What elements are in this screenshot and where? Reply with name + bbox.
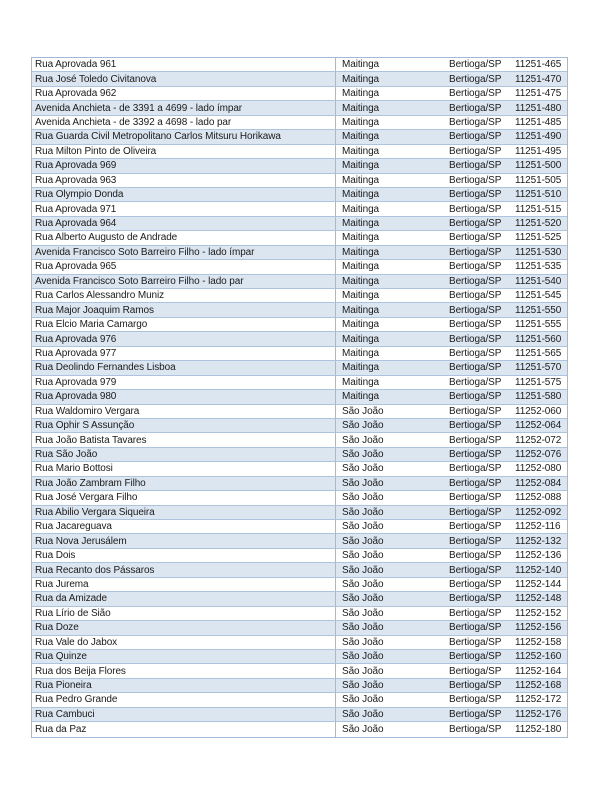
- cep-cell: 11252-064: [515, 420, 562, 432]
- city-cell: Bertioga/SP: [449, 102, 502, 114]
- city-cell: Bertioga/SP: [449, 174, 502, 186]
- city-cell: Bertioga/SP: [449, 578, 502, 590]
- table-row: [32, 506, 567, 520]
- table-row: [32, 116, 567, 130]
- street-cell: Rua da Amizade: [32, 592, 336, 605]
- cep-cell: 11252-140: [515, 564, 562, 576]
- district-cell: Maitinga: [342, 275, 379, 287]
- district-cell: Maitinga: [342, 376, 379, 388]
- street-cell: Rua Aprovada 961: [32, 58, 336, 71]
- table-row: [32, 405, 567, 419]
- district-cell: São João: [342, 564, 384, 576]
- cep-cell: 11252-176: [515, 708, 562, 720]
- district-cell: São João: [342, 477, 384, 489]
- table-row: [32, 491, 567, 505]
- street-cell: Rua Pioneira: [32, 679, 336, 692]
- street-cell: Rua Jurema: [32, 578, 336, 591]
- table-row: [32, 578, 567, 592]
- street-cell: Rua dos Beija Flores: [32, 664, 336, 677]
- city-cell: Bertioga/SP: [449, 203, 502, 215]
- district-cell: Maitinga: [342, 362, 379, 374]
- table-row: [32, 58, 567, 72]
- street-cell: Rua Vale do Jabox: [32, 636, 336, 649]
- cep-cell: 11251-535: [515, 261, 562, 273]
- table-row: [32, 592, 567, 606]
- city-cell: Bertioga/SP: [449, 680, 502, 692]
- city-cell: Bertioga/SP: [449, 73, 502, 85]
- table-row: [32, 462, 567, 476]
- street-cell: Rua Aprovada 977: [32, 347, 336, 360]
- district-cell: São João: [342, 622, 384, 634]
- cep-cell: 11252-172: [515, 694, 562, 706]
- cep-cell: 11251-560: [515, 333, 562, 345]
- street-cell: Avenida Anchieta - de 3392 a 4698 - lado par: [32, 116, 336, 129]
- street-cell: Rua Aprovada 980: [32, 390, 336, 403]
- table-row: [32, 664, 567, 678]
- district-cell: Maitinga: [342, 347, 379, 359]
- cep-cell: 11252-072: [515, 434, 562, 446]
- table-row: [32, 708, 567, 722]
- city-cell: Bertioga/SP: [449, 708, 502, 720]
- cep-cell: 11251-555: [515, 319, 562, 331]
- table-row: [32, 174, 567, 188]
- cep-cell: 11251-505: [515, 174, 562, 186]
- district-cell: Maitinga: [342, 391, 379, 403]
- cep-cell: 11251-530: [515, 246, 562, 258]
- district-cell: Maitinga: [342, 189, 379, 201]
- district-cell: Maitinga: [342, 174, 379, 186]
- street-cell: Rua Deolindo Fernandes Lisboa: [32, 361, 336, 374]
- district-cell: Maitinga: [342, 88, 379, 100]
- district-cell: Maitinga: [342, 246, 379, 258]
- street-cell: Rua João Batista Tavares: [32, 433, 336, 446]
- table-row: [32, 202, 567, 216]
- table-row: [32, 289, 567, 303]
- district-cell: São João: [342, 492, 384, 504]
- table-row: [32, 130, 567, 144]
- street-cell: Rua Abilio Vergara Siqueira: [32, 506, 336, 519]
- cep-cell: 11252-132: [515, 535, 562, 547]
- street-cell: Rua Milton Pinto de Oliveira: [32, 145, 336, 158]
- district-cell: São João: [342, 593, 384, 605]
- table-row: [32, 159, 567, 173]
- district-cell: São João: [342, 463, 384, 475]
- cep-cell: 11252-144: [515, 578, 562, 590]
- city-cell: Bertioga/SP: [449, 694, 502, 706]
- cep-cell: 11251-510: [515, 189, 562, 201]
- table-row: [32, 217, 567, 231]
- district-cell: Maitinga: [342, 73, 379, 85]
- city-cell: Bertioga/SP: [449, 347, 502, 359]
- table-row: [32, 332, 567, 346]
- district-cell: São João: [342, 665, 384, 677]
- street-cell: Rua Aprovada 976: [32, 332, 336, 345]
- district-cell: São João: [342, 723, 384, 735]
- cep-cell: 11252-160: [515, 651, 562, 663]
- city-cell: Bertioga/SP: [449, 607, 502, 619]
- table-row: [32, 419, 567, 433]
- city-cell: Bertioga/SP: [449, 232, 502, 244]
- table-row: [32, 87, 567, 101]
- table-row: [32, 188, 567, 202]
- cep-cell: 11252-076: [515, 449, 562, 461]
- street-cell: Rua Lírio de Sião: [32, 607, 336, 620]
- cep-cell: 11252-168: [515, 680, 562, 692]
- cep-cell: 11252-060: [515, 405, 562, 417]
- district-cell: São João: [342, 694, 384, 706]
- street-cell: Rua Aprovada 963: [32, 174, 336, 187]
- cep-cell: 11251-475: [515, 88, 562, 100]
- cep-cell: 11251-540: [515, 275, 562, 287]
- cep-cell: 11252-158: [515, 636, 562, 648]
- cep-cell: 11252-136: [515, 550, 562, 562]
- table-row: [32, 650, 567, 664]
- table-row: [32, 376, 567, 390]
- cep-cell: 11251-520: [515, 218, 562, 230]
- city-cell: Bertioga/SP: [449, 189, 502, 201]
- city-cell: Bertioga/SP: [449, 116, 502, 128]
- street-cell: Avenida Francisco Soto Barreiro Filho - lado par: [32, 275, 336, 288]
- district-cell: São João: [342, 708, 384, 720]
- district-cell: Maitinga: [342, 59, 379, 71]
- district-cell: Maitinga: [342, 116, 379, 128]
- district-cell: São João: [342, 535, 384, 547]
- cep-cell: 11251-470: [515, 73, 562, 85]
- city-cell: Bertioga/SP: [449, 434, 502, 446]
- cep-cell: 11251-545: [515, 290, 562, 302]
- street-cell: Rua Pedro Grande: [32, 693, 336, 706]
- district-cell: Maitinga: [342, 131, 379, 143]
- district-cell: São João: [342, 405, 384, 417]
- street-cell: Rua Mario Bottosi: [32, 462, 336, 475]
- cep-cell: 11251-525: [515, 232, 562, 244]
- district-cell: Maitinga: [342, 145, 379, 157]
- city-cell: Bertioga/SP: [449, 405, 502, 417]
- street-cell: Rua Cambuci: [32, 708, 336, 721]
- cep-cell: 11251-465: [515, 59, 562, 71]
- city-cell: Bertioga/SP: [449, 376, 502, 388]
- district-cell: São João: [342, 434, 384, 446]
- table-row: [32, 246, 567, 260]
- street-cell: Rua José Toledo Civitanova: [32, 72, 336, 85]
- cep-cell: 11252-092: [515, 506, 562, 518]
- street-cell: Rua Major Joaquim Ramos: [32, 303, 336, 316]
- city-cell: Bertioga/SP: [449, 449, 502, 461]
- city-cell: Bertioga/SP: [449, 665, 502, 677]
- cep-cell: 11251-480: [515, 102, 562, 114]
- city-cell: Bertioga/SP: [449, 261, 502, 273]
- city-cell: Bertioga/SP: [449, 521, 502, 533]
- cep-cell: 11251-500: [515, 160, 562, 172]
- city-cell: Bertioga/SP: [449, 420, 502, 432]
- district-cell: São João: [342, 651, 384, 663]
- cep-table: [31, 57, 568, 738]
- table-row: [32, 636, 567, 650]
- cep-cell: 11252-152: [515, 607, 562, 619]
- street-cell: Rua Guarda Civil Metropolitano Carlos Mitsuru Horikawa: [32, 130, 336, 143]
- street-cell: Rua Waldomiro Vergara: [32, 405, 336, 418]
- cep-cell: 11252-088: [515, 492, 562, 504]
- table-row: [32, 549, 567, 563]
- district-cell: São João: [342, 506, 384, 518]
- city-cell: Bertioga/SP: [449, 88, 502, 100]
- street-cell: Rua Aprovada 969: [32, 159, 336, 172]
- district-cell: São João: [342, 449, 384, 461]
- cep-cell: 11251-550: [515, 304, 562, 316]
- city-cell: Bertioga/SP: [449, 506, 502, 518]
- table-row: [32, 679, 567, 693]
- table-row: [32, 693, 567, 707]
- street-cell: Rua São João: [32, 448, 336, 461]
- city-cell: Bertioga/SP: [449, 145, 502, 157]
- street-cell: Rua Elcio Maria Camargo: [32, 318, 336, 331]
- table-row: [32, 607, 567, 621]
- street-cell: Rua da Paz: [32, 722, 336, 736]
- cep-cell: 11251-570: [515, 362, 562, 374]
- city-cell: Bertioga/SP: [449, 362, 502, 374]
- cep-cell: 11252-084: [515, 477, 562, 489]
- district-cell: São João: [342, 578, 384, 590]
- district-cell: Maitinga: [342, 102, 379, 114]
- street-cell: Rua Aprovada 964: [32, 217, 336, 230]
- street-cell: Rua Alberto Augusto de Andrade: [32, 231, 336, 244]
- street-cell: Rua Olympio Donda: [32, 188, 336, 201]
- table-row: [32, 72, 567, 86]
- table-row: [32, 303, 567, 317]
- table-row: [32, 563, 567, 577]
- city-cell: Bertioga/SP: [449, 492, 502, 504]
- city-cell: Bertioga/SP: [449, 304, 502, 316]
- city-cell: Bertioga/SP: [449, 723, 502, 735]
- table-row: [32, 433, 567, 447]
- street-cell: Rua José Vergara Filho: [32, 491, 336, 504]
- city-cell: Bertioga/SP: [449, 131, 502, 143]
- table-row: [32, 390, 567, 404]
- city-cell: Bertioga/SP: [449, 218, 502, 230]
- street-cell: Rua Carlos Alessandro Muniz: [32, 289, 336, 302]
- district-cell: Maitinga: [342, 333, 379, 345]
- cep-cell: 11251-565: [515, 347, 562, 359]
- city-cell: Bertioga/SP: [449, 391, 502, 403]
- city-cell: Bertioga/SP: [449, 622, 502, 634]
- district-cell: São João: [342, 521, 384, 533]
- table-row: [32, 448, 567, 462]
- table-row: [32, 347, 567, 361]
- city-cell: Bertioga/SP: [449, 651, 502, 663]
- cep-cell: 11252-148: [515, 593, 562, 605]
- district-cell: Maitinga: [342, 203, 379, 215]
- table-row: [32, 145, 567, 159]
- cep-cell: 11251-515: [515, 203, 562, 215]
- street-cell: Rua Doze: [32, 621, 336, 634]
- cep-cell: 11252-116: [515, 521, 561, 533]
- city-cell: Bertioga/SP: [449, 160, 502, 172]
- street-cell: Rua Aprovada 979: [32, 376, 336, 389]
- cep-cell: 11251-580: [515, 391, 562, 403]
- city-cell: Bertioga/SP: [449, 477, 502, 489]
- district-cell: Maitinga: [342, 232, 379, 244]
- district-cell: Maitinga: [342, 261, 379, 273]
- street-cell: Rua Ophir S Assunção: [32, 419, 336, 432]
- district-cell: São João: [342, 680, 384, 692]
- city-cell: Bertioga/SP: [449, 550, 502, 562]
- street-cell: Rua Aprovada 971: [32, 202, 336, 215]
- table-row: [32, 318, 567, 332]
- city-cell: Bertioga/SP: [449, 564, 502, 576]
- table-row: [32, 275, 567, 289]
- district-cell: Maitinga: [342, 290, 379, 302]
- district-cell: São João: [342, 420, 384, 432]
- district-cell: São João: [342, 607, 384, 619]
- table-row: [32, 260, 567, 274]
- cep-cell: 11251-495: [515, 145, 562, 157]
- table-row: [32, 520, 567, 534]
- table-row: [32, 361, 567, 375]
- city-cell: Bertioga/SP: [449, 333, 502, 345]
- district-cell: São João: [342, 550, 384, 562]
- district-cell: Maitinga: [342, 304, 379, 316]
- city-cell: Bertioga/SP: [449, 59, 502, 71]
- cep-cell: 11251-485: [515, 116, 562, 128]
- table-row: [32, 534, 567, 548]
- table-row: [32, 621, 567, 635]
- cep-cell: 11252-080: [515, 463, 562, 475]
- cep-cell: 11252-156: [515, 622, 562, 634]
- street-cell: Rua Jacareguava: [32, 520, 336, 533]
- district-cell: Maitinga: [342, 218, 379, 230]
- street-cell: Rua João Zambram Filho: [32, 477, 336, 490]
- city-cell: Bertioga/SP: [449, 246, 502, 258]
- district-cell: São João: [342, 636, 384, 648]
- cep-cell: 11251-575: [515, 376, 562, 388]
- cep-cell: 11252-164: [515, 665, 562, 677]
- table-row: [32, 101, 567, 115]
- cep-cell: 11251-490: [515, 131, 562, 143]
- table-row: [32, 722, 567, 736]
- street-cell: Avenida Francisco Soto Barreiro Filho - lado ímpar: [32, 246, 336, 259]
- street-cell: Rua Aprovada 962: [32, 87, 336, 100]
- street-cell: Rua Quinze: [32, 650, 336, 663]
- city-cell: Bertioga/SP: [449, 463, 502, 475]
- table-row: [32, 231, 567, 245]
- street-cell: Rua Nova Jerusálem: [32, 534, 336, 547]
- city-cell: Bertioga/SP: [449, 636, 502, 648]
- street-cell: Rua Dois: [32, 549, 336, 562]
- district-cell: Maitinga: [342, 319, 379, 331]
- cep-cell: 11252-180: [515, 723, 562, 735]
- city-cell: Bertioga/SP: [449, 593, 502, 605]
- street-cell: Rua Recanto dos Pássaros: [32, 563, 336, 576]
- city-cell: Bertioga/SP: [449, 535, 502, 547]
- street-cell: Rua Aprovada 965: [32, 260, 336, 273]
- street-cell: Avenida Anchieta - de 3391 a 4699 - lado ímpar: [32, 101, 336, 114]
- city-cell: Bertioga/SP: [449, 275, 502, 287]
- district-cell: Maitinga: [342, 160, 379, 172]
- city-cell: Bertioga/SP: [449, 319, 502, 331]
- city-cell: Bertioga/SP: [449, 290, 502, 302]
- table-row: [32, 477, 567, 491]
